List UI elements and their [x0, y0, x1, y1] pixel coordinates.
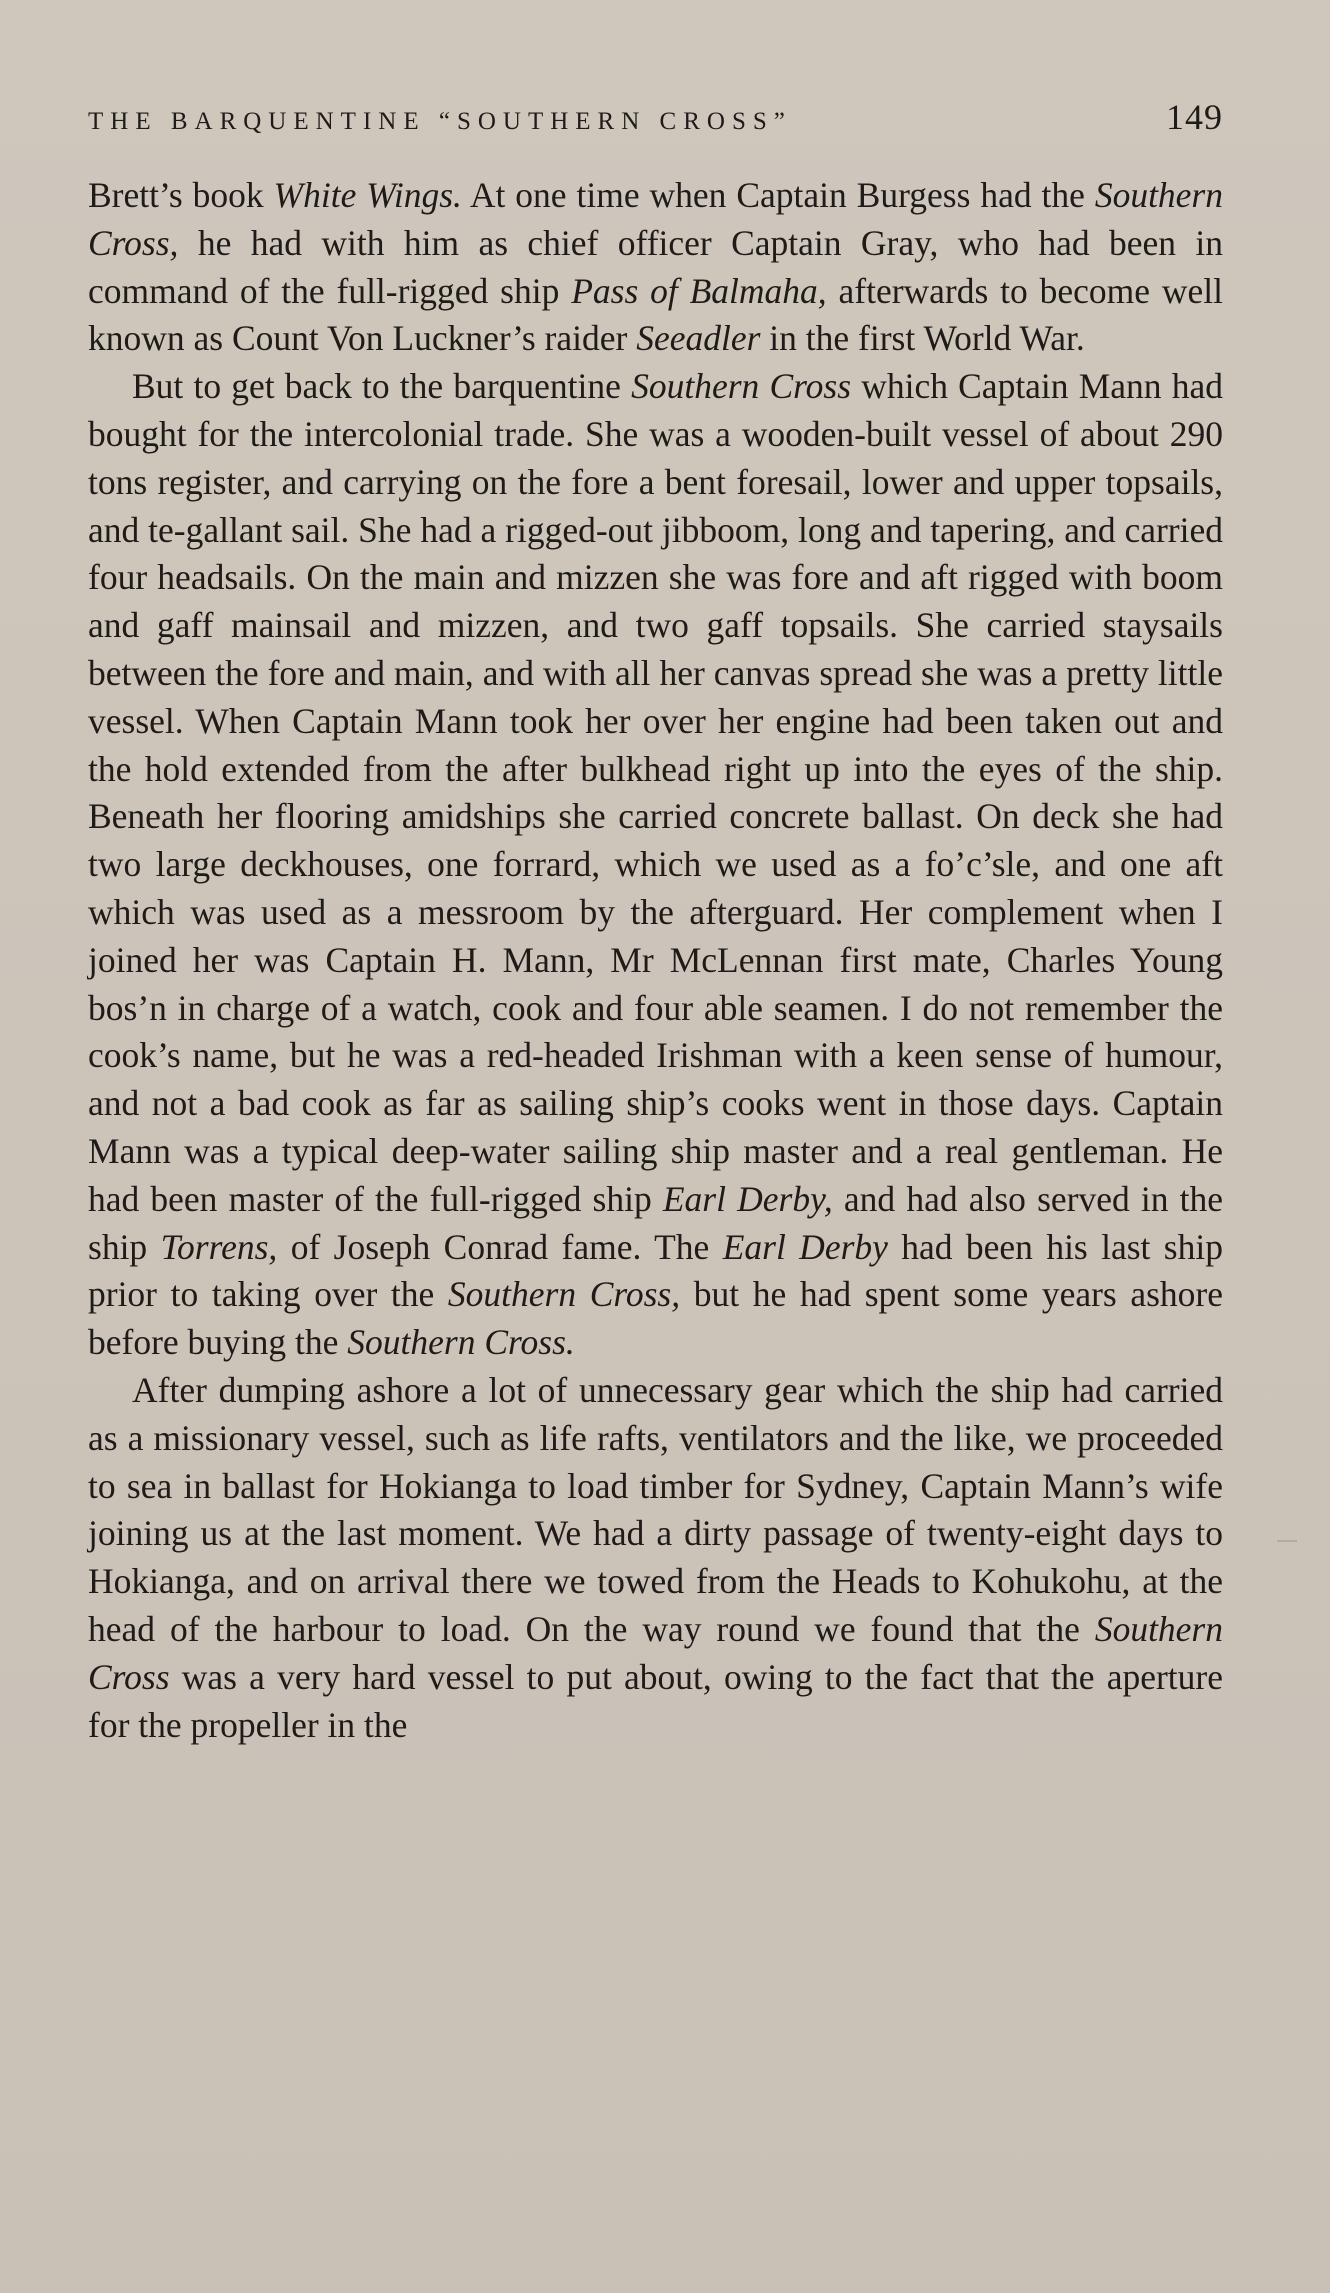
italic-ship-name: Earl Derby [722, 1226, 888, 1267]
italic-ship-name: Southern Cross, [88, 175, 1223, 263]
body-text [88, 172, 1223, 1749]
text-run: in the first World War. [760, 318, 1085, 359]
text-run: of Joseph Conrad fame. The [277, 1226, 723, 1267]
text-run: But to get back to the barquentine [132, 366, 632, 407]
text-run: had been his last ship prior to taking over the [88, 1226, 1223, 1315]
italic-ship-name: Southern Cross, [447, 1274, 681, 1315]
page-edge-mark [1277, 1540, 1297, 1542]
running-title: THE BARQUENTINE “SOUTHERN CROSS” [88, 108, 792, 135]
text-run: was a very hard vessel to put about, owing to the fact that the aperture for the propeller in the [88, 1656, 1223, 1745]
italic-ship-name: Seeadler [636, 318, 761, 359]
running-head [88, 96, 1223, 146]
italic-ship-name: Earl Derby, [662, 1178, 833, 1219]
italic-ship-name: Torrens, [160, 1226, 278, 1267]
text-run: Brett’s book [88, 175, 274, 215]
text-run: and had also served in the ship [88, 1178, 1224, 1267]
paragraph-1 [88, 172, 1223, 363]
text-run: afterwards to become well known as Count Von Luckner’s raider [88, 270, 1223, 359]
paragraph-3 [88, 1367, 1223, 1749]
text-run: but he had spent some years ashore before buying the [88, 1274, 1223, 1363]
text-run: At one time when Captain Burgess had the [461, 175, 1095, 215]
italic-ship-name: Southern Cross [88, 1608, 1223, 1697]
text-run: After dumping ashore a lot of unnecessary gear which the ship had carried as a missionary vessel, such as life rafts, ventilators and the like, we proceeded to sea in ballast for Hokianga to load timber for Sydney, Captain Mann’s wife joining us at the last moment. We had a dirty passage of twenty-eight days to Hokianga, and on arrival there we towed from the Heads to Kohukohu, at the head of the harbour to load. On the way round we found that the [88, 1369, 1223, 1649]
paragraph-2 [88, 363, 1223, 1367]
italic-title-white-wings: White Wings. [273, 175, 462, 215]
italic-ship-name: Southern Cross. [347, 1322, 575, 1363]
italic-ship-name: Pass of Balmaha, [571, 270, 827, 311]
page-number: 149 [1166, 97, 1223, 137]
italic-ship-name: Southern Cross [631, 366, 852, 407]
text-run: he had with him as chief officer Captain Gray, who had been in command of the full-rigged ship [88, 222, 1223, 311]
text-run: which Captain Mann had bought for the intercolonial trade. She was a wooden-built vessel of about 290 tons register, and carrying on the fore a bent foresail, lower and upper topsails, and te-gallant sail. She had a rigged-out jibboom, long and tapering, and carried four headsails. On the main and mizzen she was fore and aft rigged with boom and gaff mainsail and mizzen, and two gaff topsails. She carried staysails between the fore and main, and with all her canvas spread she was a pretty little vessel. When Captain Mann took her over her engine had been taken out and the hold extended from the after bulkhead right up into the eyes of the ship. Beneath her flooring amidships she carried concrete ballast. On deck she had two large deckhouses, one forrard, which we used as a fo’c’sle, and one aft which was used as a messroom by the afterguard. Her complement when I joined her was Captain H. Mann, Mr McLennan first mate, Charles Young bos’n in charge of a watch, cook and four able seamen. I do not remember the cook’s name, but he was a red-headed Irishman with a keen sense of humour, and not a bad cook as far as sailing ship’s cooks went in those days. Captain Mann was a typical deep-water sailing ship master and a real gentleman. He had been master of the full-rigged ship [88, 366, 1223, 1219]
